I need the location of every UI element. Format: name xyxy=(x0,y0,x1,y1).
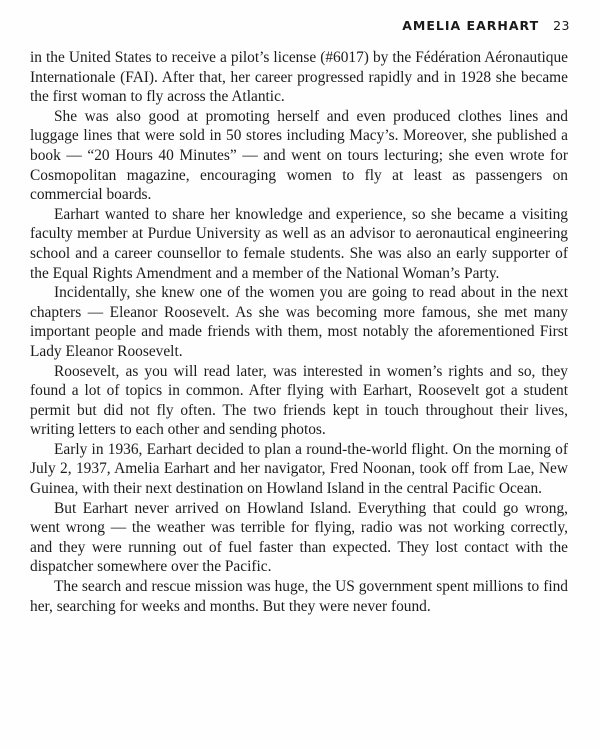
paragraph: Early in 1936, Earhart decided to plan a round-the-world flight. On the morning of July 2, 1937, Amelia Earhart and her navigator, Fred Noonan, took off from Lae, New Guinea, with their next destination on Howland Island in the central Pacific Ocean. xyxy=(30,440,568,498)
paragraph: Roosevelt, as you will read later, was interested in women’s rights and so, they found a lot of topics in common. After flying with Earhart, Roosevelt got a student permit but did not fly often. The two friends kept in touch throughout their lives, writing letters to each other and sending photos. xyxy=(30,362,568,439)
running-title: AMELIA EARHART xyxy=(402,18,540,33)
paragraph: The search and rescue mission was huge, the US government spent millions to find her, searching for weeks and months. But they were never found. xyxy=(30,578,568,615)
page-header xyxy=(402,18,570,33)
paragraph-continued: in the United States to receive a pilot’s license (#6017) by the Fédération Aéronautique Internationale (FAI). After that, her career progressed rapidly and in 1928 she became the first woman to fly across the Atlantic. xyxy=(30,49,568,106)
paragraph: But Earhart never arrived on Howland Island. Everything that could go wrong, went wrong — the weather was terrible for flying, radio was not working correctly, and they were running out of fuel faster than expected. They lost contact with the dispatcher somewhere over the Pacific. xyxy=(30,499,568,576)
page-number: 23 xyxy=(553,18,570,33)
body-text xyxy=(30,48,568,616)
paragraph: Incidentally, she knew one of the women you are going to read about in the next chapters — Eleanor Roosevelt. As she was becoming more famous, she met many important people and made friends with them, most notably the aforementioned First Lady Eleanor Roosevelt. xyxy=(30,284,568,360)
paragraph: She was also good at promoting herself and even produced clothes lines and luggage lines that were sold in 50 stores including Macy’s. Moreover, she published a book — “20 Hours 40 Minutes” — and went on tours lecturing; she even wrote for Cosmopolitan magazine, encouraging women to fly at least as passengers on commercial boards. xyxy=(30,107,568,204)
paragraph: Earhart wanted to share her knowledge and experience, so she became a visiting faculty member at Purdue University as well as an advisor to aeronautical engineering school and a career counsellor to female students. She was also an early supporter of the Equal Rights Amendment and a member of the National Woman’s Party. xyxy=(30,205,568,282)
